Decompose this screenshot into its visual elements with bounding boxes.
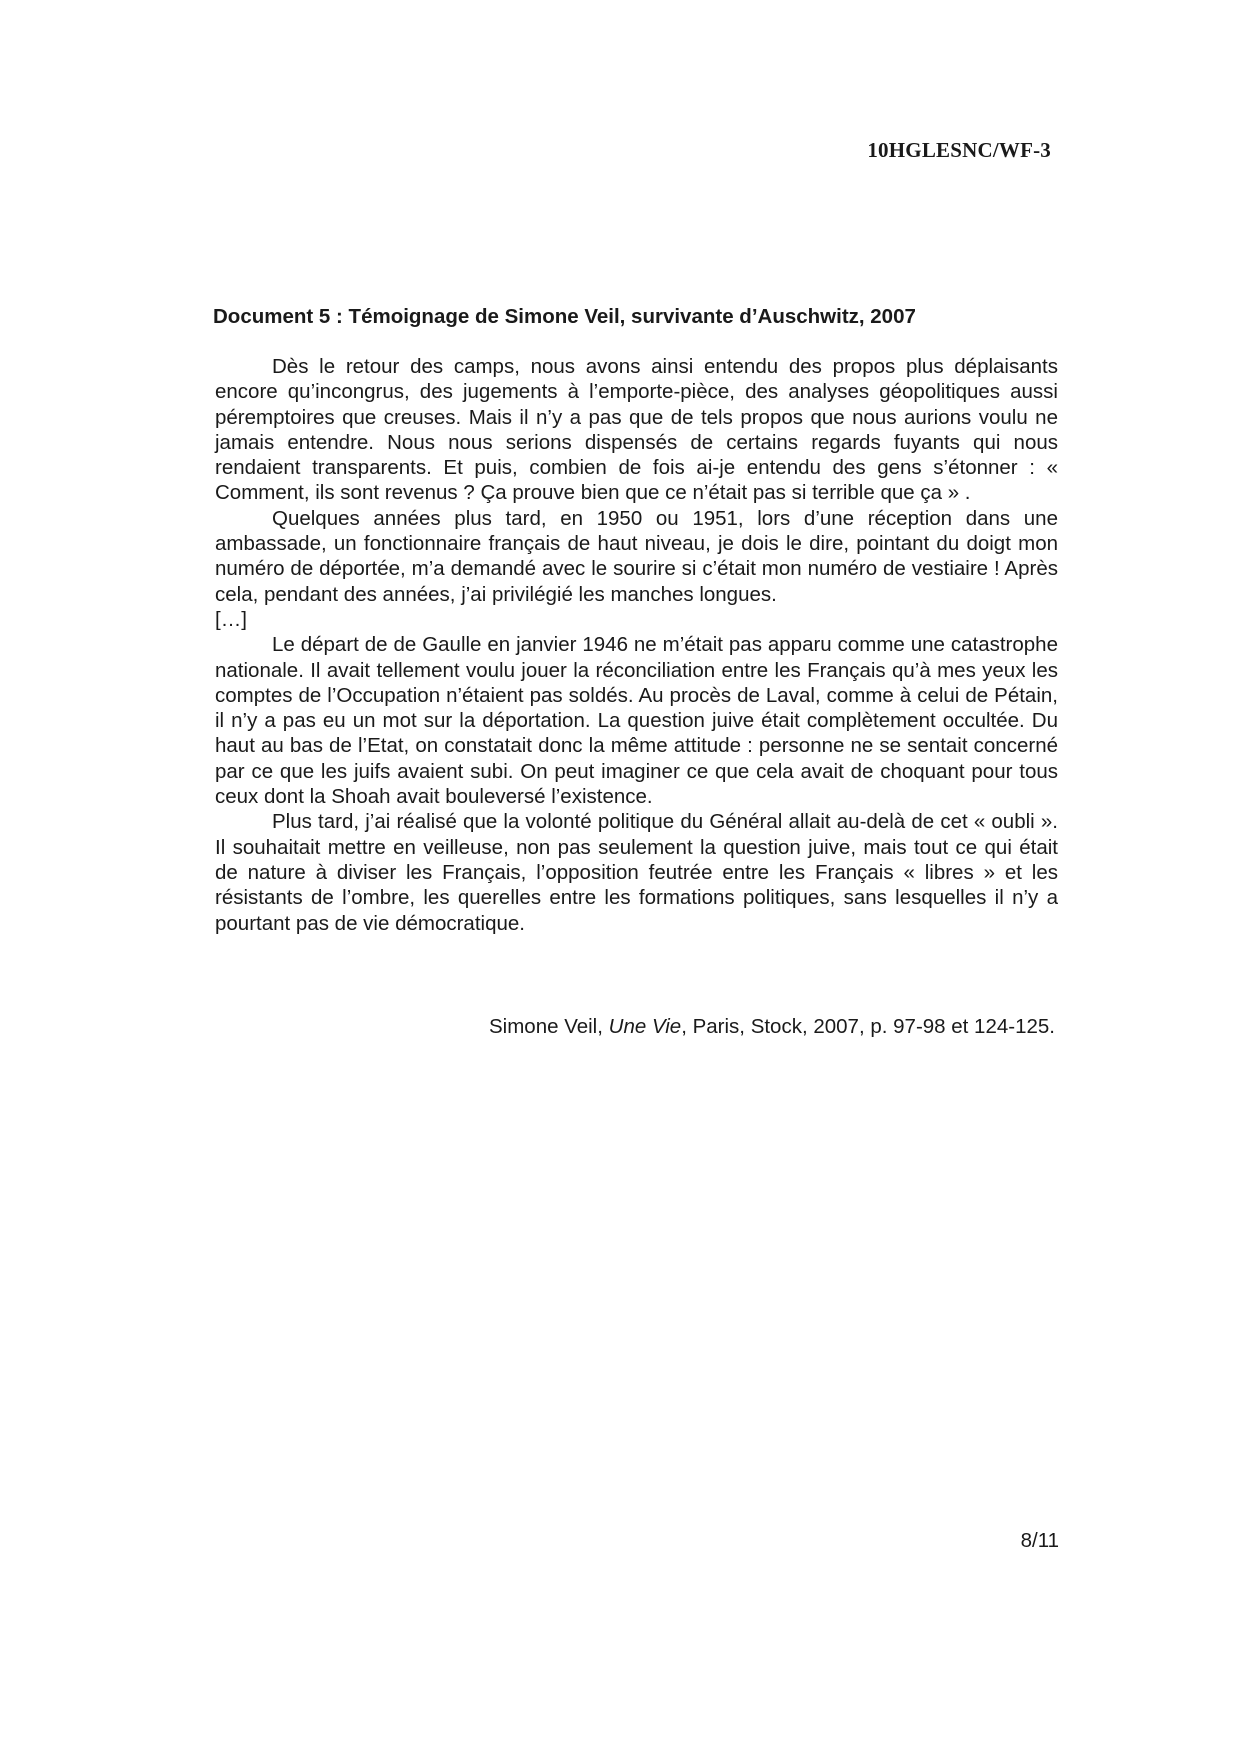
paragraph-2: Quelques années plus tard, en 1950 ou 1951, lors d’une réception dans une ambassade, un fonctionnaire français de haut niveau, je dois le dire, pointant du doigt mon numéro de déportée, m’a demandé avec le sourire si c’était mon numéro de vestiaire ! Après cela, pendant des années, j’ai privilégié les manches longues. — [215, 506, 1058, 606]
citation-book-title: Une Vie — [608, 1015, 682, 1038]
page-number: 8/11 — [1020, 1529, 1059, 1552]
ellipsis: […] — [215, 607, 247, 631]
citation — [489, 1015, 1055, 1039]
citation-author: Simone Veil, — [488, 1015, 609, 1038]
exam-code: 10HGLESNC/WF-3 — [867, 138, 1051, 162]
paragraph-4: Plus tard, j’ai réalisé que la volonté politique du Général allait au-delà de cet « oubli ». Il souhaitait mettre en veilleuse, non pas seulement la question juive, mais tout ce qui était de nature à diviser les Français, l’opposition feutrée entre les Français « libres » et les résistants de l’ombre, les querelles entre les formations politiques, sans lesquelles il n’y a pourtant pas de vie démocratique. — [215, 810, 1058, 935]
citation-details: , Paris, Stock, 2007, p. 97-98 et 124-125. — [681, 1015, 1055, 1038]
document-title: Document 5 : Témoignage de Simone Veil, survivante d’Auschwitz, 2007 — [213, 305, 916, 328]
document-body — [215, 354, 1058, 936]
paragraph-3: Le départ de de Gaulle en janvier 1946 ne m’était pas apparu comme une catastrophe nationale. Il avait tellement voulu jouer la réconciliation entre les Français qu’à mes yeux les comptes de l’Occupation n’étaient pas soldés. Au procès de Laval, comme à celui de Pétain, il n’y a pas eu un mot sur la déportation. La question juive était complètement occultée. Du haut au bas de l’Etat, on constatait donc la même attitude : personne ne se sentait concerné par ce que les juifs avaient subi. On peut imaginer ce que cela avait de choquant pour tous ceux dont la Shoah avait bouleversé l’existence. — [215, 633, 1058, 809]
paragraph-1: Dès le retour des camps, nous avons ainsi entendu des propos plus déplaisants encore qu’incongrus, des jugements à l’emporte-pièce, des analyses géopolitiques aussi péremptoires que creuses. Mais il n’y a pas que de tels propos que nous aurions voulu ne jamais entendre. Nous nous serions dispensés de certains regards fuyants qui nous rendaient transparents. Et puis, combien de fois ai-je entendu des gens s’étonner : « Comment, ils sont revenus ? Ça prouve bien que ce n’était pas si terrible que ça » . — [215, 355, 1058, 505]
